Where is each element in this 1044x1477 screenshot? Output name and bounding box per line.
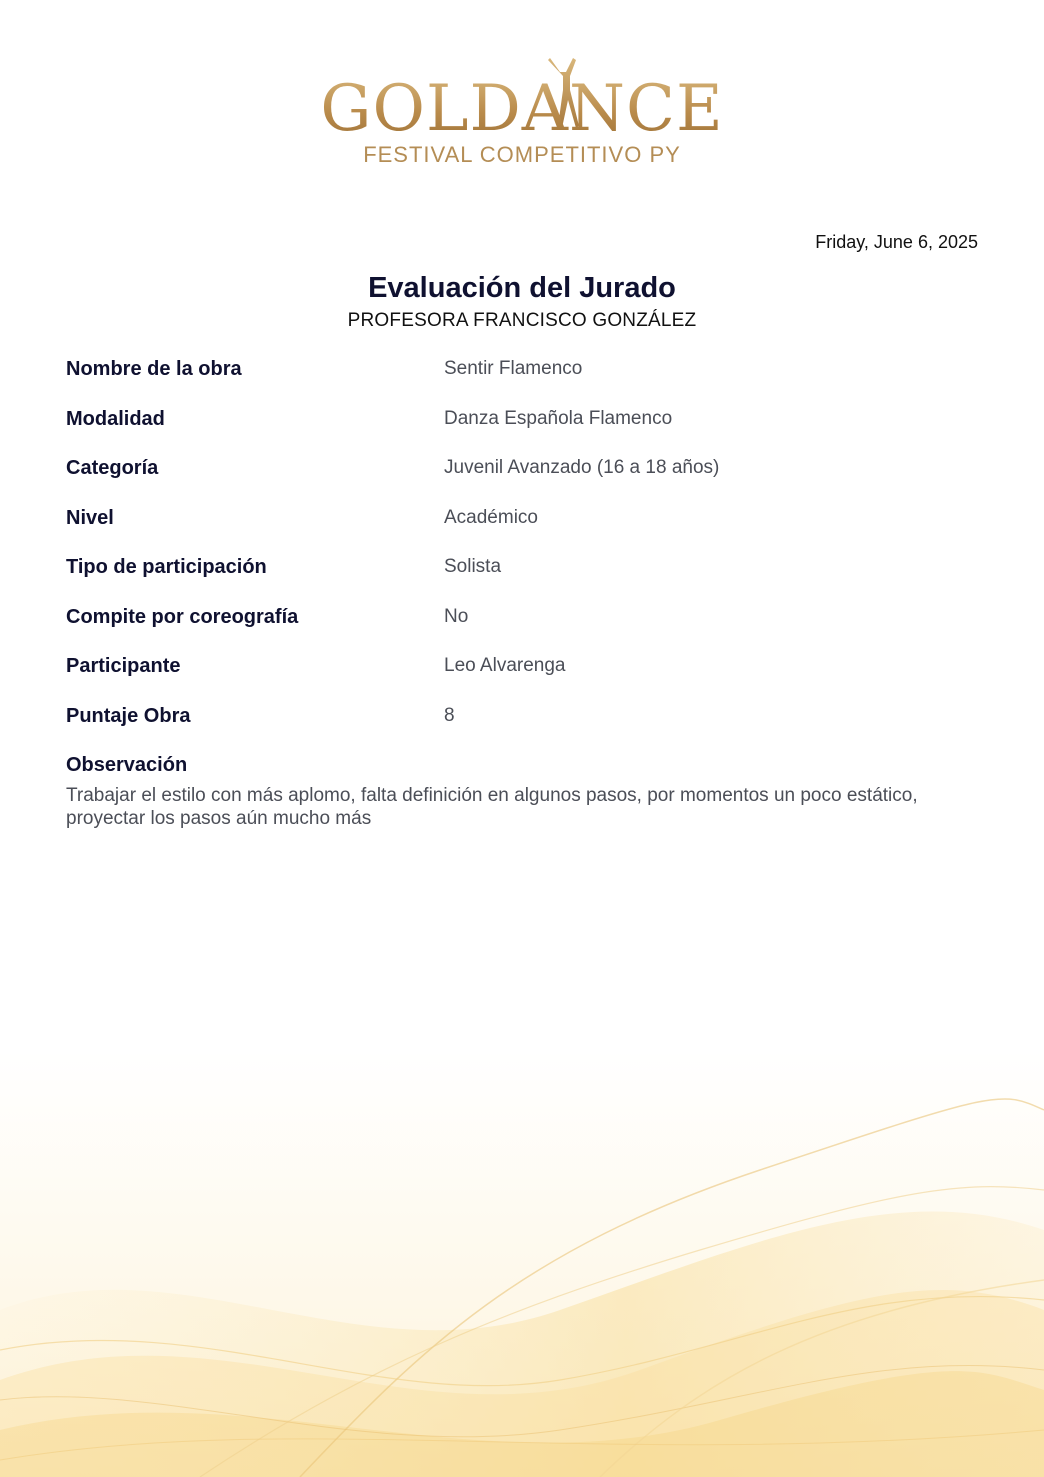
decorative-waves <box>0 1050 1044 1477</box>
field-row-nombre-obra <box>66 356 978 406</box>
page-title: Evaluación del Jurado <box>368 272 676 304</box>
judge-name: PROFESORA FRANCISCO GONZÁLEZ <box>347 310 697 331</box>
field-label: Tipo de participación <box>66 556 267 578</box>
field-value: Sentir Flamenco <box>444 358 583 379</box>
document-date: Friday, June 6, 2025 <box>815 232 978 252</box>
field-value: Solista <box>444 556 502 577</box>
logo-wordmark: GOLDANCE <box>0 72 1044 146</box>
field-row-nivel <box>66 505 978 555</box>
field-row-compite-coreografia <box>66 604 978 654</box>
field-label: Nivel <box>66 506 114 529</box>
field-value: No <box>444 605 469 627</box>
field-value: Juvenil Avanzado (16 a 18 años) <box>444 457 720 478</box>
field-value: Danza Española Flamenco <box>444 407 673 429</box>
field-row-modalidad <box>66 406 978 456</box>
field-row-puntaje <box>66 703 978 753</box>
field-row-tipo-participacion <box>66 554 978 604</box>
evaluation-fields <box>66 356 978 752</box>
field-value: Leo Alvarenga <box>444 655 566 676</box>
observation-label: Observación <box>66 754 188 776</box>
field-value: Académico <box>444 506 538 528</box>
field-row-participante <box>66 653 978 703</box>
field-row-categoria <box>66 455 978 505</box>
goldance-logo <box>0 56 1044 176</box>
field-label: Compite por coreografía <box>66 605 299 628</box>
logo-tagline: FESTIVAL COMPETITIVO PY <box>363 142 681 167</box>
field-label: Modalidad <box>66 407 165 430</box>
field-label: Puntaje Obra <box>66 704 191 727</box>
field-label: Nombre de la obra <box>66 358 242 380</box>
field-value: 8 <box>444 704 455 726</box>
field-label: Participante <box>66 655 181 677</box>
observation-text: Trabajar el estilo con más aplomo, falta definición en algunos pasos, por momentos un poco estático, proyectar los pasos aún mucho más <box>66 785 918 829</box>
field-label: Categoría <box>66 457 159 479</box>
